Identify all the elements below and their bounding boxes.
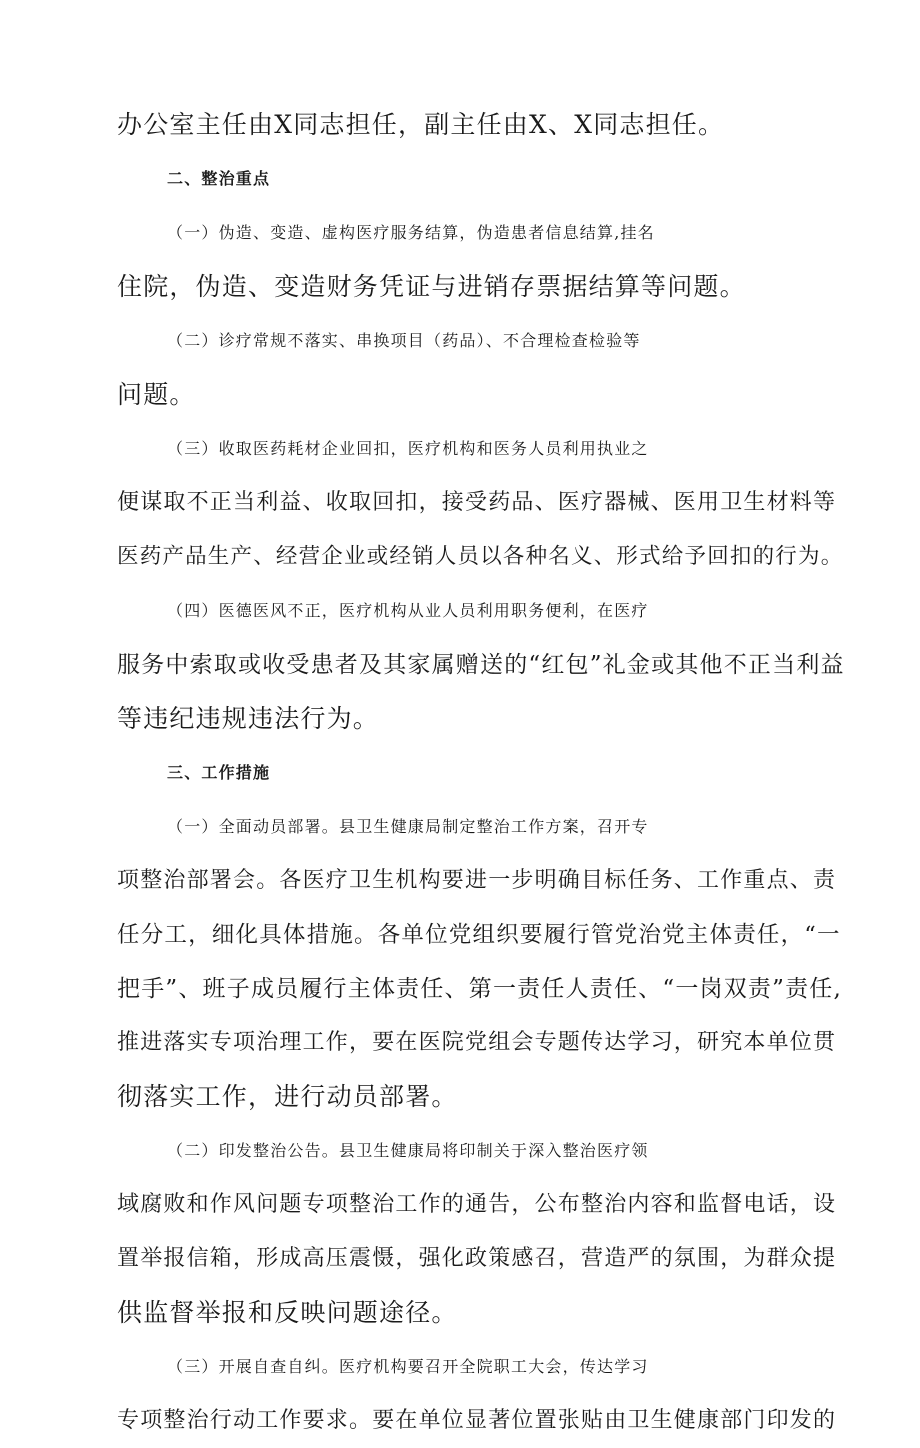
paragraph-line: （一）伪造、变造、虚构医疗服务结算，伪造患者信息结算,挂名 — [167, 223, 655, 242]
paragraph-line: （一）全面动员部署。县卫生健康局制定整治工作方案，召开专 — [167, 817, 649, 836]
paragraph-line: 推进落实专项治理工作，要在医院党组会专题传达学习，研究本单位贯 — [117, 1030, 837, 1055]
paragraph-line: （三）开展自查自纠。医疗机构要召开全院职工大会，传达学习 — [167, 1357, 649, 1376]
paragraph-line: 专项整治行动工作要求。要在单位显著位置张贴由卫生健康部门印发的 — [117, 1408, 837, 1433]
paragraph-line: 域腐败和作风问题专项整治工作的通告，公布整治内容和监督电话，设 — [117, 1192, 837, 1217]
section-heading-measures: 三、工作措施 — [167, 763, 271, 782]
paragraph-line: 便谋取不正当利益、收取回扣，接受药品、医疗器械、医用卫生材料等 — [117, 490, 837, 515]
paragraph-line: （二）诊疗常规不落实、串换项目（药品）、不合理检查检验等 — [167, 331, 641, 350]
paragraph-line: （二）印发整治公告。县卫生健康局将印制关于深入整治医疗领 — [167, 1141, 649, 1160]
paragraph-line: 把手”、班子成员履行主体责任、第一责任人责任、“一岗双责”责任, — [117, 976, 842, 1002]
text-line: 办公室主任由X同志担任，副主任由X、X同志担任。 — [117, 110, 725, 139]
paragraph-line: 服务中索取或收受患者及其家属赠送的“红包”礼金或其他不正当利益 — [117, 652, 845, 678]
paragraph-line: 任分工，细化具体措施。各单位党组织要履行管党治党主体责任，“一 — [117, 922, 841, 948]
paragraph-line: 问题。 — [117, 380, 196, 409]
paragraph-line: 项整治部署会。各医疗卫生机构要进一步明确目标任务、工作重点、责 — [117, 868, 837, 893]
paragraph-line: （四）医德医风不正，医疗机构从业人员利用职务便利，在医疗 — [167, 601, 649, 620]
paragraph-line: 供监督举报和反映问题途径。 — [117, 1298, 458, 1327]
paragraph-line: 彻落实工作，进行动员部署。 — [117, 1082, 458, 1111]
section-heading-focus: 二、整治重点 — [167, 169, 271, 188]
paragraph-line: 住院，伪造、变造财务凭证与进销存票据结算等问题。 — [117, 272, 746, 301]
paragraph-line: （三）收取医药耗材企业回扣，医疗机构和医务人员利用执业之 — [167, 439, 649, 458]
paragraph-line: 置举报信箱，形成高压震慑，强化政策感召，营造严的氛围，为群众提 — [117, 1246, 837, 1271]
paragraph-line: 医药产品生产、经营企业或经销人员以各种名义、形式给予回扣的行为。 — [117, 544, 844, 569]
paragraph-line: 等违纪违规违法行为。 — [117, 704, 380, 733]
